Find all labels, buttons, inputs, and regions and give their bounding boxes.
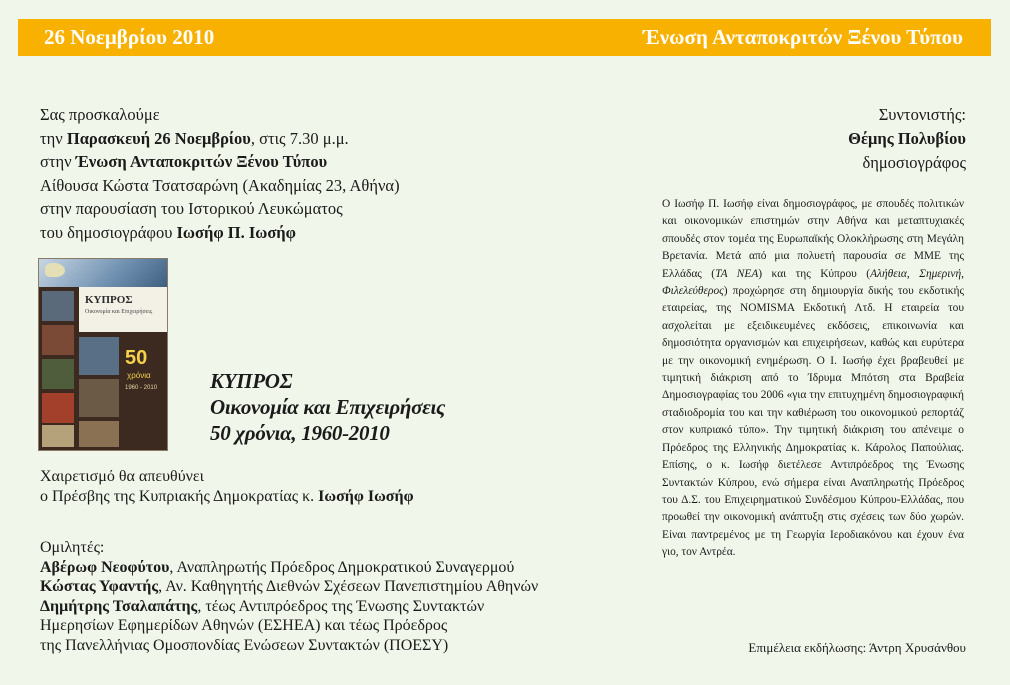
event-curator-credit: Επιμέλεια εκδήλωσης: Άντρη Χρυσάνθου (748, 640, 966, 655)
speaker-3-line-3: της Πανελλήνιας Ομοσπονδίας Ενώσεων Συντακτών (ΠΟΕΣΥ) (40, 636, 449, 654)
cover-photo (79, 337, 119, 375)
invitation-line-1: Σας προσκαλούμε (40, 105, 160, 124)
cover-photo (79, 421, 119, 447)
greeting-block (40, 467, 414, 506)
book-title-block (210, 368, 445, 446)
invitation-block (40, 103, 540, 244)
header-band (18, 19, 991, 56)
organization-name: Ένωση Ανταποκριτών Ξένου Τύπου (643, 25, 963, 49)
cover-photo (42, 359, 74, 389)
cover-photo (42, 325, 74, 355)
greeting-line-2: ο Πρέσβης της Κυπριακής Δημοκρατίας κ. Ιωσήφ Ιωσήφ (40, 487, 414, 505)
speakers-block (40, 538, 538, 655)
book-years: 50 χρόνια, 1960-2010 (210, 421, 390, 445)
cover-photo (42, 291, 74, 321)
author-biography: Ο Ιωσήφ Π. Ιωσήφ είναι δημοσιογράφος, με σπουδές πολιτικών και οικονομικών επιστημών στην Αθήνα και μεταπτυχιακές σπουδές στον τομέα της Ευρωπαϊκής Ολοκλήρωσης στη Μεγάλη Βρετανία. Μετά από μια πολυετή παρουσία σε ΜΜΕ της Ελλάδας (ΤΑ ΝΕΑ) και της Κύπρου (Αλήθεια, Σημερινή, Φιλελεύθερος) προχώρησε στη δημιουργία δικής του εκδοτικής εταιρείας, της NOMISMA Εκδοτική Λτδ. Η εταιρεία του ασχολείται με εξειδικευμένες εκδόσεις, επικοινωνία και δημοσιότητα οργανισμών και επιχειρήσεων, καθώς και ευρύτερα με την οικονομική ενημέρωση. Ο Ι. Ιωσήφ έχει βραβευθεί με τιμητική διάκριση από το Ίδρυμα Μπότση στα Βραβεία Δημοσιογραφίας του 2006 «για την επιτυχημένη δημοσιογραφική σταδιοδρομία του και την καθιέρωση του οικονομικού ρεπορτάζ στον κυπριακό τύπο». Την τιμητική διάκριση του απένειμε ο Πρόεδρος της Ελληνικής Δημοκρατίας κ. Κάρολος Παπούλιας. Επίσης, ο κ. Ιωσήφ διετέλεσε Αντιπρόεδρος της Ένωσης Συντακτών Κύπρου, ενώ σήμερα είναι Αναπληρωτής Πρόεδρος του Δ.Σ. του Επιχειρηματικού Συνδέσμου Κύπρου-Ελλάδας, που προωθεί την οικονομική ανάπτυξη στις σχέσεις των δύο χωρών. Είναι παντρεμένος με τη Γεωργία Ιεροδιακόνου και έχουν ένα γιο, τον Αντρέα. (662, 198, 964, 559)
invitation-line-4: Αίθουσα Κώστα Τσατσαρώνη (Ακαδημίας 23, Αθήνα) (40, 175, 400, 195)
cover-years: χρόνια (127, 371, 151, 380)
speaker-1: Αβέρωφ Νεοφύτου, Αναπληρωτής Πρόεδρος Δημοκρατικού Συναγερμού (40, 558, 515, 576)
moderator-block (848, 103, 966, 175)
invitation-line-5: στην παρουσίαση του Ιστορικού Λευκώματος (40, 199, 343, 218)
greeting-line-1: Χαιρετισμό θα απευθύνει (40, 468, 204, 485)
speaker-3-line-2: Ημερησίων Εφημερίδων Αθηνών (ΕΣΗΕΑ) και τέως Πρόεδρος (40, 617, 448, 634)
cover-fifty: 50 (125, 347, 148, 369)
moderator-label: Συντονιστής: (878, 105, 966, 124)
moderator-role: δημοσιογράφος (862, 153, 966, 172)
invitation-line-2: την Παρασκευή 26 Νοεμβρίου, στις 7.30 μ.μ. (40, 128, 349, 148)
cyprus-map-icon (45, 263, 65, 277)
speakers-heading: Ομιλητές: (40, 539, 105, 556)
cover-photo (42, 425, 74, 447)
cover-photo (42, 393, 74, 423)
invitation-line-6: του δημοσιογράφου Ιωσήφ Π. Ιωσήφ (40, 222, 296, 242)
cover-range: 1960 - 2010 (125, 385, 158, 391)
book-cover-image (38, 258, 168, 451)
invitation-line-3: στην Ένωση Ανταποκριτών Ξένου Τύπου (40, 152, 328, 171)
cover-title: ΚΥΠΡΟΣ (85, 294, 133, 306)
cover-subtitle: Οικονομία και Επιχειρήσεις (85, 309, 153, 315)
book-subtitle: Οικονομία και Επιχειρήσεις (210, 395, 446, 419)
moderator-name: Θέμης Πολυβίου (848, 129, 966, 148)
event-date: 26 Νοεμβρίου 2010 (44, 25, 215, 49)
speaker-2: Κώστας Υφαντής, Αν. Καθηγητής Διεθνών Σχέσεων Πανεπιστημίου Αθηνών (40, 578, 539, 595)
book-title: ΚΥΠΡΟΣ (210, 369, 293, 393)
speaker-3: Δημήτρης Τσαλαπάτης, τέως Αντιπρόεδρος της Ένωσης Συντακτών (40, 597, 485, 615)
cover-photo (79, 379, 119, 417)
